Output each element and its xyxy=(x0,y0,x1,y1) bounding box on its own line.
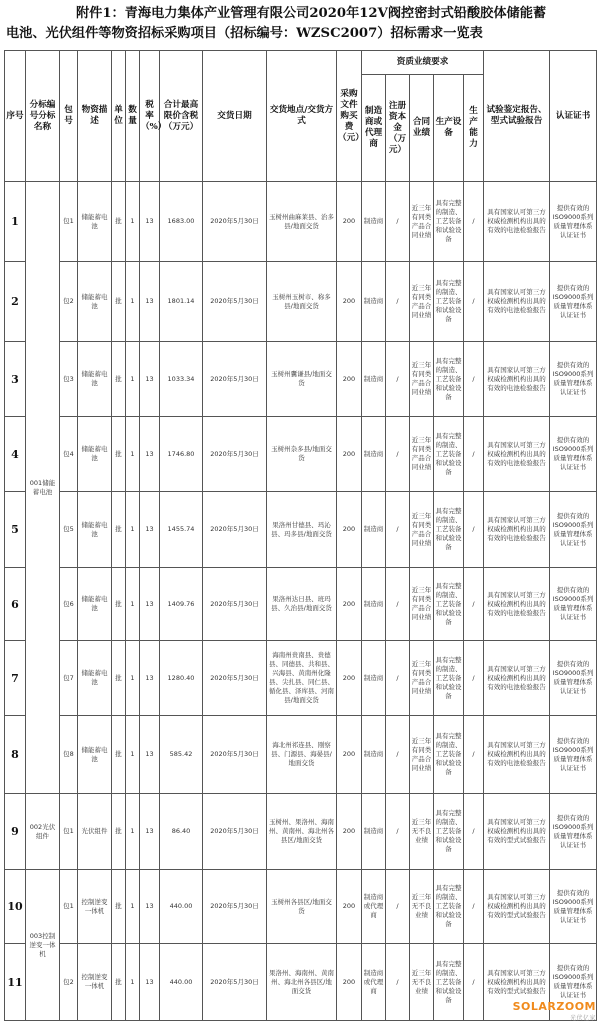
tax-rate-cell: 13 xyxy=(140,342,160,417)
max-price-cell: 1033.34 xyxy=(160,342,203,417)
seq-cell: 5 xyxy=(5,492,26,568)
header-max-price: 合计最高限价含税（万元） xyxy=(160,51,203,182)
quantity-cell: 1 xyxy=(126,944,140,1021)
capacity-cell: / xyxy=(464,641,484,716)
capital-cell: / xyxy=(386,716,410,794)
manufacturer-cell: 制造商 xyxy=(362,716,386,794)
manufacturer-cell: 制造商或代理商 xyxy=(362,870,386,944)
quantity-cell: 1 xyxy=(126,342,140,417)
package-cell: 包1 xyxy=(60,182,78,262)
title-line-2: 电池、光伏组件等物资招标采购项目（招标编号：WZSC2007）招标需求一览表 xyxy=(6,26,483,41)
seq-cell: 7 xyxy=(5,641,26,716)
header-seq: 序号 xyxy=(5,51,26,182)
certificate-cell: 提供有效的ISO9000系列质量管理体系认证证书 xyxy=(550,417,597,492)
header-qualification: 资质业绩要求 xyxy=(362,51,484,75)
equipment-cell: 具有完整的制造、工艺装备和试验设备 xyxy=(434,182,464,262)
max-price-cell: 1801.14 xyxy=(160,262,203,342)
header-doc-fee: 采购文件购买费（元） xyxy=(337,51,362,182)
seq-cell: 4 xyxy=(5,417,26,492)
watermark-subtext: 光伏亿家 xyxy=(569,1015,596,1022)
delivery-date-cell: 2020年5月30日 xyxy=(203,794,267,870)
description-cell: 储能蓄电池 xyxy=(78,568,112,641)
header-manufacturer: 制造商或代理商 xyxy=(362,75,386,182)
unit-cell: 批 xyxy=(112,262,126,342)
seq-cell: 8 xyxy=(5,716,26,794)
equipment-cell: 具有完整的制造、工艺装备和试验设备 xyxy=(434,794,464,870)
table-row xyxy=(5,794,597,870)
header-equipment: 生产设备 xyxy=(434,75,464,182)
capital-cell: / xyxy=(386,641,410,716)
delivery-date-cell: 2020年5月30日 xyxy=(203,568,267,641)
header-quantity: 数量 xyxy=(126,51,140,182)
description-cell: 控制逆变一体机 xyxy=(78,870,112,944)
max-price-cell: 1409.76 xyxy=(160,568,203,641)
tax-rate-cell: 13 xyxy=(140,944,160,1021)
package-cell: 包2 xyxy=(60,262,78,342)
test-report-cell: 具有国家认可第三方权威检测机构出具的有效的型式试验报告 xyxy=(484,944,550,1021)
description-cell: 储能蓄电池 xyxy=(78,417,112,492)
unit-cell: 批 xyxy=(112,870,126,944)
capacity-cell: / xyxy=(464,492,484,568)
tax-rate-cell: 13 xyxy=(140,716,160,794)
certificate-cell: 提供有效的ISO9000系列质量管理体系认证证书 xyxy=(550,716,597,794)
equipment-cell: 具有完整的制造、工艺装备和试验设备 xyxy=(434,342,464,417)
table-body xyxy=(5,182,597,1021)
max-price-cell: 440.00 xyxy=(160,944,203,1021)
tax-rate-cell: 13 xyxy=(140,641,160,716)
tax-rate-cell: 13 xyxy=(140,262,160,342)
test-report-cell: 具有国家认可第三方权威检测机构出具的有效的电池检验报告 xyxy=(484,568,550,641)
description-cell: 光伏组件 xyxy=(78,794,112,870)
test-report-cell: 具有国家认可第三方权威检测机构出具的有效的型式试验报告 xyxy=(484,870,550,944)
doc-fee-cell: 200 xyxy=(337,944,362,1021)
delivery-date-cell: 2020年5月30日 xyxy=(203,641,267,716)
contract-perf-cell: 近三年有同类产品合同业绩 xyxy=(410,716,434,794)
delivery-date-cell: 2020年5月30日 xyxy=(203,944,267,1021)
manufacturer-cell: 制造商或代理商 xyxy=(362,944,386,1021)
max-price-cell: 585.42 xyxy=(160,716,203,794)
test-report-cell: 具有国家认可第三方权威检测机构出具的有效的电池检验报告 xyxy=(484,641,550,716)
contract-perf-cell: 近三年有同类产品合同业绩 xyxy=(410,182,434,262)
seq-cell: 11 xyxy=(5,944,26,1021)
title-line-1: 附件1：青海电力集体产业管理有限公司2020年12V阀控密封式铅酸胶体储能蓄 xyxy=(76,6,547,21)
package-cell: 包3 xyxy=(60,342,78,417)
header-capital: 注册资本金（万元） xyxy=(386,75,410,182)
max-price-cell: 1455.74 xyxy=(160,492,203,568)
doc-fee-cell: 200 xyxy=(337,870,362,944)
description-cell: 储能蓄电池 xyxy=(78,342,112,417)
contract-perf-cell: 近三年无不良业绩 xyxy=(410,944,434,1021)
capital-cell: / xyxy=(386,870,410,944)
doc-fee-cell: 200 xyxy=(337,641,362,716)
table-row xyxy=(5,641,597,716)
quantity-cell: 1 xyxy=(126,262,140,342)
doc-fee-cell: 200 xyxy=(337,568,362,641)
delivery-place-cell: 海南州贵南县、贵德县、同德县、共和县、兴海县、黄南州化隆县、尖扎县、同仁县、循化县、泽库县、河南县/地面交货 xyxy=(267,641,337,716)
delivery-date-cell: 2020年5月30日 xyxy=(203,417,267,492)
category-cell: 001储能蓄电池 xyxy=(26,182,60,794)
test-report-cell: 具有国家认可第三方权威检测机构出具的有效的电池检验报告 xyxy=(484,342,550,417)
capital-cell: / xyxy=(386,568,410,641)
delivery-date-cell: 2020年5月30日 xyxy=(203,716,267,794)
test-report-cell: 具有国家认可第三方权威检测机构出具的有效的电池检验报告 xyxy=(484,492,550,568)
certificate-cell: 提供有效的ISO9000系列质量管理体系认证证书 xyxy=(550,262,597,342)
header-category: 分标编号分标名称 xyxy=(26,51,60,182)
manufacturer-cell: 制造商 xyxy=(362,492,386,568)
capital-cell: / xyxy=(386,794,410,870)
quantity-cell: 1 xyxy=(126,568,140,641)
package-cell: 包6 xyxy=(60,568,78,641)
manufacturer-cell: 制造商 xyxy=(362,182,386,262)
table-row xyxy=(5,944,597,1021)
contract-perf-cell: 近三年有同类产品合同业绩 xyxy=(410,568,434,641)
doc-fee-cell: 200 xyxy=(337,417,362,492)
quantity-cell: 1 xyxy=(126,492,140,568)
max-price-cell: 1683.00 xyxy=(160,182,203,262)
package-cell: 包1 xyxy=(60,794,78,870)
tax-rate-cell: 13 xyxy=(140,794,160,870)
seq-cell: 10 xyxy=(5,870,26,944)
equipment-cell: 具有完整的制造、工艺装备和试验设备 xyxy=(434,944,464,1021)
max-price-cell: 440.00 xyxy=(160,870,203,944)
test-report-cell: 具有国家认可第三方权威检测机构出具的有效的电池检验报告 xyxy=(484,182,550,262)
header-package: 包号 xyxy=(60,51,78,182)
capacity-cell: / xyxy=(464,417,484,492)
unit-cell: 批 xyxy=(112,342,126,417)
test-report-cell: 具有国家认可第三方权威检测机构出具的有效的电池检验报告 xyxy=(484,716,550,794)
max-price-cell: 1746.80 xyxy=(160,417,203,492)
header-row xyxy=(5,51,597,75)
unit-cell: 批 xyxy=(112,641,126,716)
quantity-cell: 1 xyxy=(126,182,140,262)
manufacturer-cell: 制造商 xyxy=(362,641,386,716)
header-delivery-date: 交货日期 xyxy=(203,51,267,182)
package-cell: 包8 xyxy=(60,716,78,794)
capital-cell: / xyxy=(386,417,410,492)
equipment-cell: 具有完整的制造、工艺装备和试验设备 xyxy=(434,417,464,492)
document-title xyxy=(6,4,594,44)
delivery-place-cell: 玉树州杂多县/地面交货 xyxy=(267,417,337,492)
seq-cell: 9 xyxy=(5,794,26,870)
header-description: 物资描述 xyxy=(78,51,112,182)
quantity-cell: 1 xyxy=(126,417,140,492)
test-report-cell: 具有国家认可第三方权威检测机构出具的有效的电池检验报告 xyxy=(484,262,550,342)
description-cell: 储能蓄电池 xyxy=(78,716,112,794)
delivery-place-cell: 玉树州囊谦县/地面交货 xyxy=(267,342,337,417)
delivery-date-cell: 2020年5月30日 xyxy=(203,182,267,262)
capital-cell: / xyxy=(386,182,410,262)
certificate-cell: 提供有效的ISO9000系列质量管理体系认证证书 xyxy=(550,870,597,944)
delivery-place-cell: 果洛州、海南州、黄南州、海北州各县区/地面交货 xyxy=(267,944,337,1021)
doc-fee-cell: 200 xyxy=(337,492,362,568)
contract-perf-cell: 近三年无不良业绩 xyxy=(410,870,434,944)
package-cell: 包4 xyxy=(60,417,78,492)
header-test-report: 试验鉴定报告、型式试验报告 xyxy=(484,51,550,182)
manufacturer-cell: 制造商 xyxy=(362,262,386,342)
doc-fee-cell: 200 xyxy=(337,182,362,262)
watermark-text: SOLARZOOM xyxy=(512,1000,596,1013)
description-cell: 储能蓄电池 xyxy=(78,492,112,568)
unit-cell: 批 xyxy=(112,417,126,492)
table-row xyxy=(5,342,597,417)
equipment-cell: 具有完整的制造、工艺装备和试验设备 xyxy=(434,870,464,944)
delivery-place-cell: 玉树州曲麻莱县、治多县/地面交货 xyxy=(267,182,337,262)
tax-rate-cell: 13 xyxy=(140,870,160,944)
capital-cell: / xyxy=(386,492,410,568)
unit-cell: 批 xyxy=(112,944,126,1021)
category-cell: 003控制逆变一体机 xyxy=(26,870,60,1021)
max-price-cell: 86.40 xyxy=(160,794,203,870)
capacity-cell: / xyxy=(464,794,484,870)
header-delivery-place: 交货地点/交货方式 xyxy=(267,51,337,182)
watermark-logo xyxy=(513,1000,596,1022)
description-cell: 储能蓄电池 xyxy=(78,182,112,262)
header-capacity: 生产能力 xyxy=(464,75,484,182)
delivery-date-cell: 2020年5月30日 xyxy=(203,870,267,944)
capacity-cell: / xyxy=(464,262,484,342)
delivery-place-cell: 玉树州、果洛州、海南州、黄南州、海北州各县区/地面交货 xyxy=(267,794,337,870)
capacity-cell: / xyxy=(464,568,484,641)
capacity-cell: / xyxy=(464,182,484,262)
certificate-cell: 提供有效的ISO9000系列质量管理体系认证证书 xyxy=(550,182,597,262)
table-row xyxy=(5,568,597,641)
unit-cell: 批 xyxy=(112,716,126,794)
delivery-place-cell: 果洛州甘德县、玛沁县、玛多县/地面交货 xyxy=(267,492,337,568)
certificate-cell: 提供有效的ISO9000系列质量管理体系认证证书 xyxy=(550,492,597,568)
category-cell: 002光伏组件 xyxy=(26,794,60,870)
contract-perf-cell: 近三年有同类产品合同业绩 xyxy=(410,417,434,492)
package-cell: 包1 xyxy=(60,870,78,944)
table-row xyxy=(5,716,597,794)
equipment-cell: 具有完整的制造、工艺装备和试验设备 xyxy=(434,641,464,716)
certificate-cell: 提供有效的ISO9000系列质量管理体系认证证书 xyxy=(550,568,597,641)
unit-cell: 批 xyxy=(112,492,126,568)
equipment-cell: 具有完整的制造、工艺装备和试验设备 xyxy=(434,568,464,641)
manufacturer-cell: 制造商 xyxy=(362,568,386,641)
test-report-cell: 具有国家认可第三方权威检测机构出具的有效的型式试验报告 xyxy=(484,794,550,870)
capital-cell: / xyxy=(386,944,410,1021)
certificate-cell: 提供有效的ISO9000系列质量管理体系认证证书 xyxy=(550,944,597,1021)
certificate-cell: 提供有效的ISO9000系列质量管理体系认证证书 xyxy=(550,342,597,417)
delivery-date-cell: 2020年5月30日 xyxy=(203,492,267,568)
table-row xyxy=(5,492,597,568)
quantity-cell: 1 xyxy=(126,716,140,794)
delivery-place-cell: 果洛州达日县、班玛县、久治县/地面交货 xyxy=(267,568,337,641)
package-cell: 包5 xyxy=(60,492,78,568)
max-price-cell: 1280.40 xyxy=(160,641,203,716)
seq-cell: 6 xyxy=(5,568,26,641)
description-cell: 控制逆变一体机 xyxy=(78,944,112,1021)
table-row xyxy=(5,417,597,492)
capital-cell: / xyxy=(386,262,410,342)
contract-perf-cell: 近三年有同类产品合同业绩 xyxy=(410,641,434,716)
contract-perf-cell: 近三年无不良业绩 xyxy=(410,794,434,870)
seq-cell: 3 xyxy=(5,342,26,417)
header-certificate: 认证证书 xyxy=(550,51,597,182)
table-row xyxy=(5,182,597,262)
header-tax-rate: 税率（%） xyxy=(140,51,160,182)
manufacturer-cell: 制造商 xyxy=(362,342,386,417)
header-unit: 单位 xyxy=(112,51,126,182)
quantity-cell: 1 xyxy=(126,641,140,716)
description-cell: 储能蓄电池 xyxy=(78,262,112,342)
capacity-cell: / xyxy=(464,716,484,794)
tender-requirements-table xyxy=(4,50,597,1021)
certificate-cell: 提供有效的ISO9000系列质量管理体系认证证书 xyxy=(550,641,597,716)
test-report-cell: 具有国家认可第三方权威检测机构出具的有效的电池检验报告 xyxy=(484,417,550,492)
doc-fee-cell: 200 xyxy=(337,262,362,342)
unit-cell: 批 xyxy=(112,794,126,870)
unit-cell: 批 xyxy=(112,182,126,262)
delivery-place-cell: 玉树州各县区/地面交货 xyxy=(267,870,337,944)
table-row xyxy=(5,870,597,944)
seq-cell: 2 xyxy=(5,262,26,342)
quantity-cell: 1 xyxy=(126,794,140,870)
header-contract-perf: 合同业绩 xyxy=(410,75,434,182)
table-row xyxy=(5,262,597,342)
quantity-cell: 1 xyxy=(126,870,140,944)
contract-perf-cell: 近三年有同类产品合同业绩 xyxy=(410,492,434,568)
doc-fee-cell: 200 xyxy=(337,794,362,870)
doc-fee-cell: 200 xyxy=(337,342,362,417)
delivery-place-cell: 玉树州玉树市、称多县/地面交货 xyxy=(267,262,337,342)
tax-rate-cell: 13 xyxy=(140,182,160,262)
package-cell: 包2 xyxy=(60,944,78,1021)
doc-fee-cell: 200 xyxy=(337,716,362,794)
description-cell: 储能蓄电池 xyxy=(78,641,112,716)
delivery-date-cell: 2020年5月30日 xyxy=(203,262,267,342)
capacity-cell: / xyxy=(464,870,484,944)
capacity-cell: / xyxy=(464,944,484,1021)
package-cell: 包7 xyxy=(60,641,78,716)
unit-cell: 批 xyxy=(112,568,126,641)
manufacturer-cell: 制造商 xyxy=(362,417,386,492)
tax-rate-cell: 13 xyxy=(140,568,160,641)
equipment-cell: 具有完整的制造、工艺装备和试验设备 xyxy=(434,716,464,794)
seq-cell: 1 xyxy=(5,182,26,262)
equipment-cell: 具有完整的制造、工艺装备和试验设备 xyxy=(434,262,464,342)
tax-rate-cell: 13 xyxy=(140,417,160,492)
manufacturer-cell: 制造商 xyxy=(362,794,386,870)
delivery-place-cell: 海北州祁连县、刚察县、门源县、海晏县/地面交货 xyxy=(267,716,337,794)
capacity-cell: / xyxy=(464,342,484,417)
delivery-date-cell: 2020年5月30日 xyxy=(203,342,267,417)
capital-cell: / xyxy=(386,342,410,417)
tax-rate-cell: 13 xyxy=(140,492,160,568)
contract-perf-cell: 近三年有同类产品合同业绩 xyxy=(410,342,434,417)
certificate-cell: 提供有效的ISO9000系列质量管理体系认证证书 xyxy=(550,794,597,870)
equipment-cell: 具有完整的制造、工艺装备和试验设备 xyxy=(434,492,464,568)
contract-perf-cell: 近三年有同类产品合同业绩 xyxy=(410,262,434,342)
